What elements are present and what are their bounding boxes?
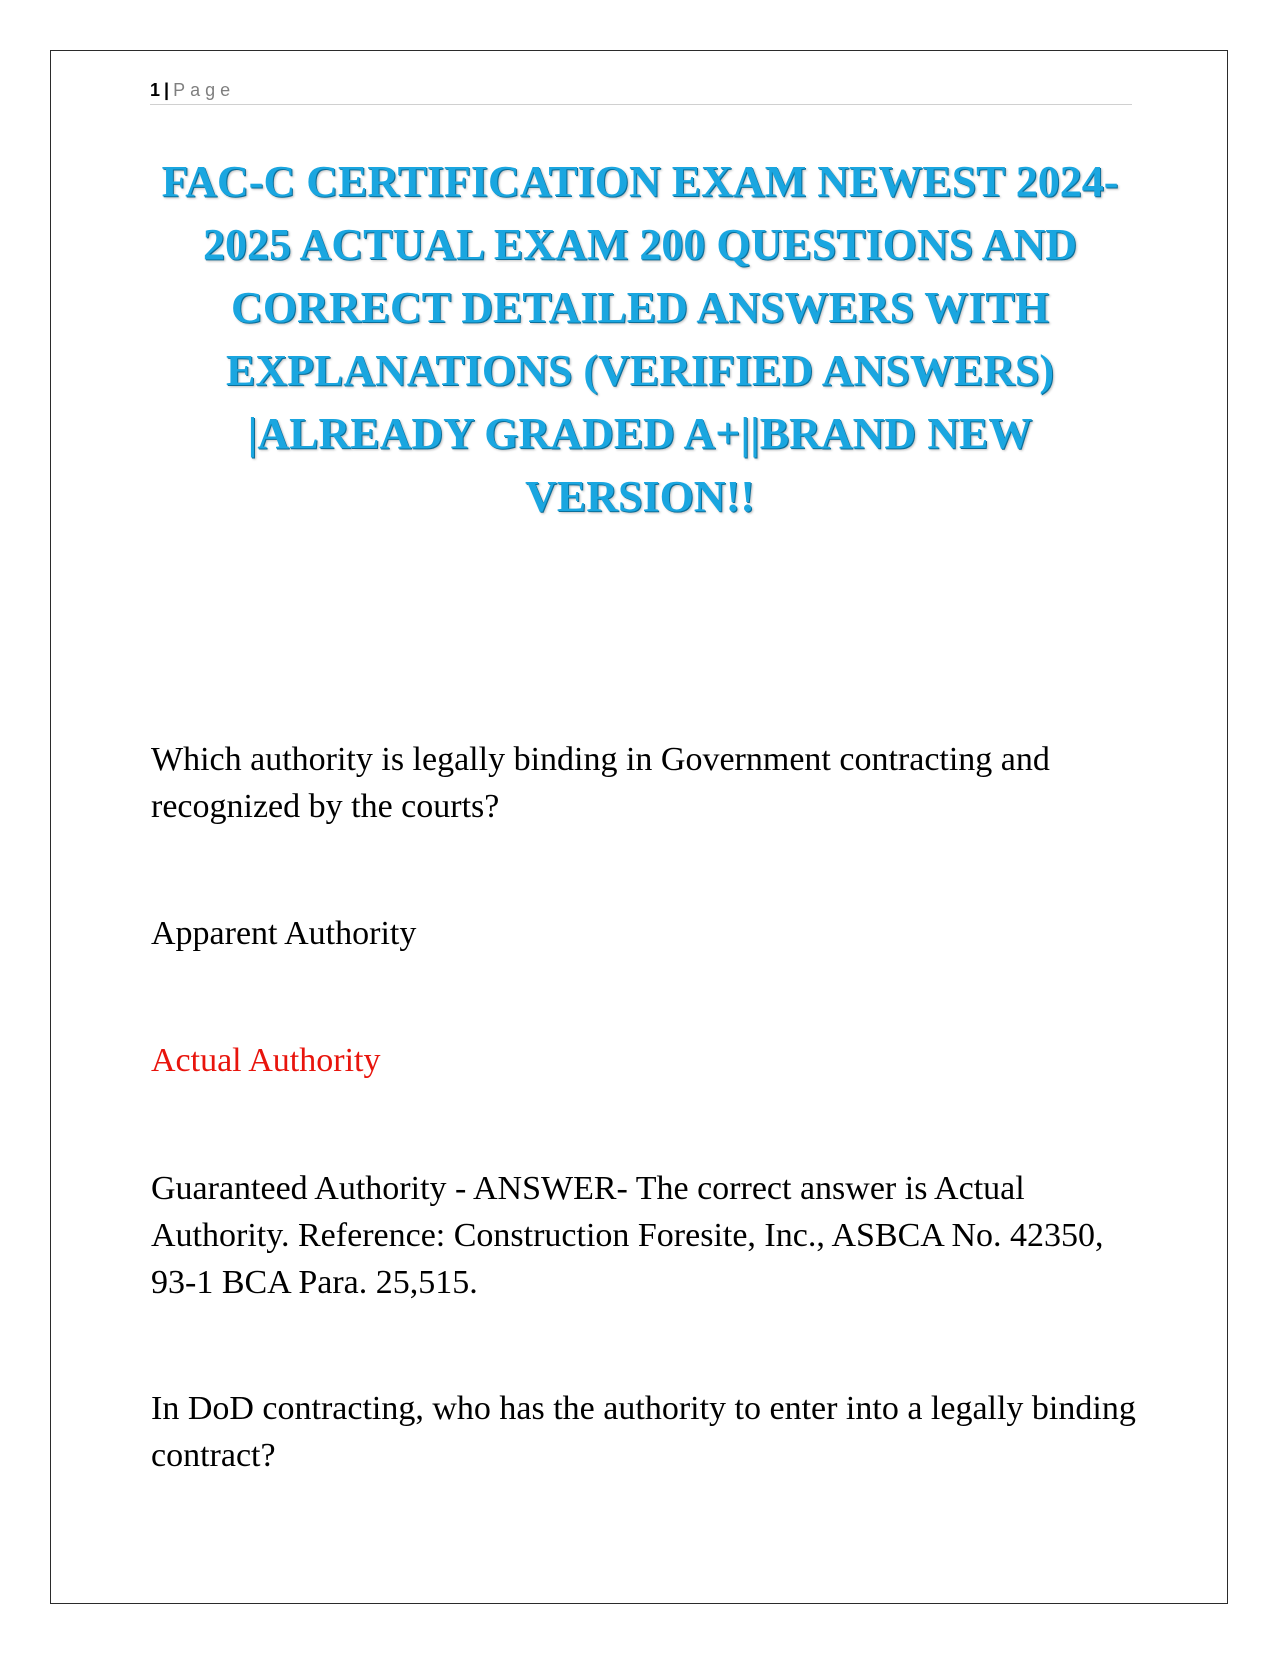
page-label: Page xyxy=(173,80,236,100)
question-2-text: In DoD contracting, who has the authority to enter into a legally binding contract? xyxy=(151,1390,1136,1474)
answer-option-apparent-authority: Apparent Authority xyxy=(151,915,417,952)
document-title: FAC-C CERTIFICATION EXAM NEWEST 2024-2025 ACTUAL EXAM 200 QUESTIONS AND CORRECT DETAILED ANSWERS WITH EXPLANATIONS (VERIFIED ANSWERS) |ALREADY GRADED A+||BRAND NEW VERSION!! xyxy=(161,157,1119,521)
answer-option-correct-highlight: Actual Authority xyxy=(151,1042,381,1079)
page-header xyxy=(150,78,1132,105)
page-number: 1 xyxy=(150,80,161,100)
page-header-separator: | xyxy=(164,80,170,100)
question-1-text: Which authority is legally binding in Government contracting and recognized by the courts? xyxy=(151,741,1050,825)
answer-explanation: Guaranteed Authority - ANSWER- The correct answer is Actual Authority. Reference: Construction Foresite, Inc., ASBCA No. 42350, 93-1 BCA Para. 25,515. xyxy=(151,1170,1104,1301)
